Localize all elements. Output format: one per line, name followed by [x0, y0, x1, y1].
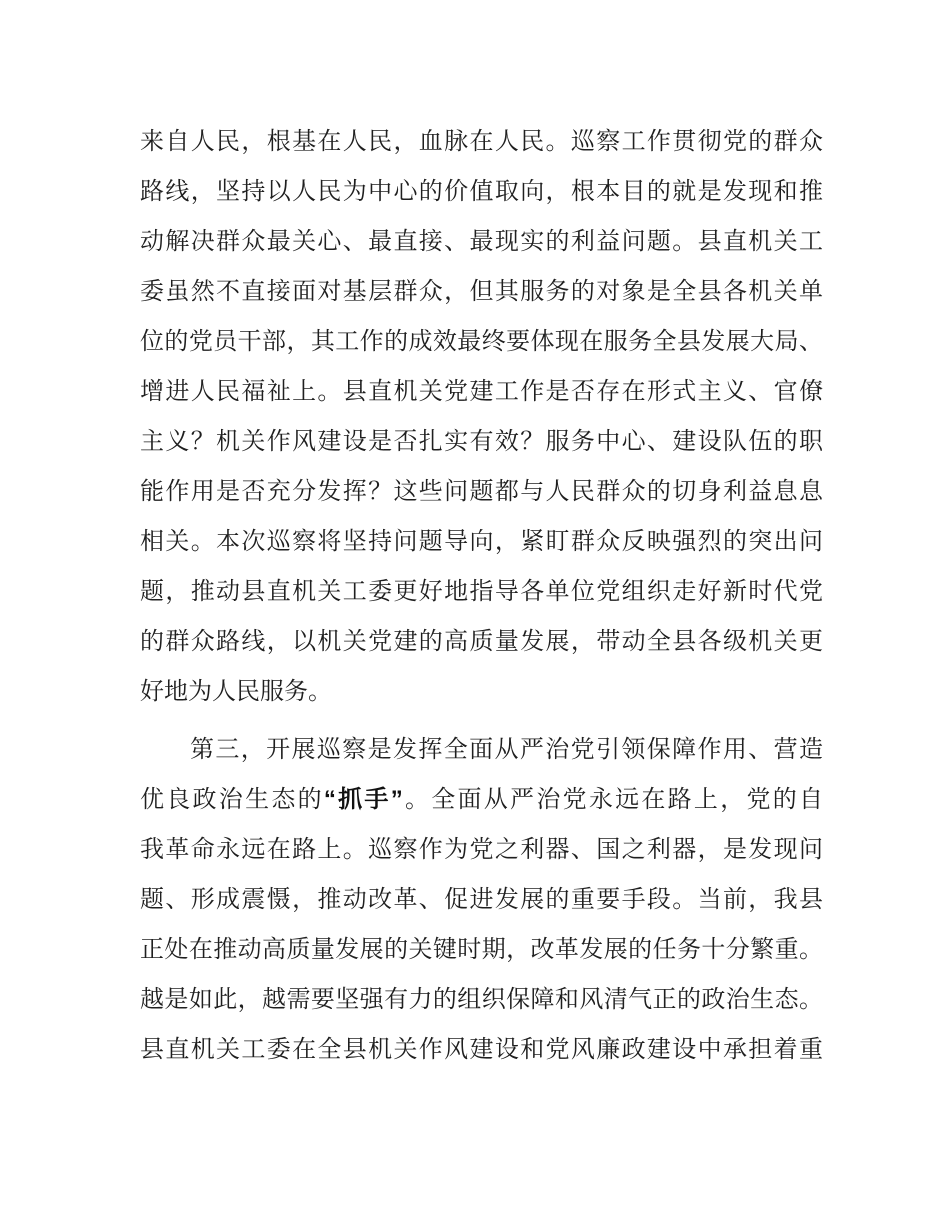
text-line [140, 617, 823, 667]
text-segment: 能作用是否充分发挥？这些问题都与人民群众的切身利益息息 [140, 479, 823, 505]
text-segment: 题、形成震慑，推动改革、促进发展的重要手段。当前，我县 [140, 887, 823, 913]
text-segment: 增进人民福祉上。县直机关党建工作是否存在形式主义、官僚 [140, 379, 823, 405]
text-segment: 。全面从严治党永远在路上，党的自 [402, 787, 824, 813]
text-line [140, 417, 823, 467]
text-line [140, 367, 823, 417]
text-line [140, 117, 823, 167]
text-segment: 第三，开展巡察是发挥全面从严治党引领保障作用、营造 [190, 737, 823, 763]
text-segment: 动解决群众最关心、最直接、最现实的利益问题。县直机关工 [140, 229, 823, 255]
text-segment: 相关。本次巡察将坚持问题导向，紧盯群众反映强烈的突出问 [140, 529, 823, 555]
text-line [140, 825, 823, 875]
text-segment: 委虽然不直接面对基层群众，但其服务的对象是全县各机关单 [140, 279, 823, 305]
text-line [140, 725, 823, 775]
text-line [140, 267, 823, 317]
text-segment: 好地为人民服务。 [140, 679, 332, 705]
text-segment: 来自人民，根基在人民，血脉在人民。巡察工作贯彻党的群众 [140, 129, 823, 155]
text-segment: 路线，坚持以人民为中心的价值取向，根本目的就是发现和推 [140, 179, 823, 205]
text-line [140, 467, 823, 517]
text-segment: 位的党员干部，其工作的成效最终要体现在服务全县发展大局、 [140, 329, 823, 355]
text-line [140, 217, 823, 267]
text-segment: 优良政治生态的 [140, 787, 324, 813]
text-segment: 正处在推动高质量发展的关键时期，改革发展的任务十分繁重。 [140, 937, 823, 963]
text-line [140, 317, 823, 367]
paragraph [140, 725, 823, 1075]
text-segment: 的群众路线，以机关党建的高质量发展，带动全县各级机关更 [140, 629, 823, 655]
text-line [140, 167, 823, 217]
text-line [140, 517, 823, 567]
text-line [140, 925, 823, 975]
text-line [140, 1025, 823, 1075]
text-line [140, 975, 823, 1025]
text-line [140, 667, 823, 717]
text-line [140, 567, 823, 617]
text-segment: 越是如此，越需要坚强有力的组织保障和风清气正的政治生态。 [140, 987, 823, 1013]
text-segment: 主义？机关作风建设是否扎实有效？服务中心、建设队伍的职 [140, 429, 823, 455]
paragraph [140, 117, 823, 717]
emphasis-text: “抓手” [323, 786, 403, 813]
text-line [140, 775, 823, 825]
text-segment: 题，推动县直机关工委更好地指导各单位党组织走好新时代党 [140, 579, 823, 605]
text-segment: 我革命永远在路上。巡察作为党之利器、国之利器，是发现问 [140, 837, 823, 863]
text-segment: 县直机关工委在全县机关作风建设和党风廉政建设中承担着重 [140, 1037, 823, 1063]
text-line [140, 875, 823, 925]
document-text [140, 117, 823, 1075]
